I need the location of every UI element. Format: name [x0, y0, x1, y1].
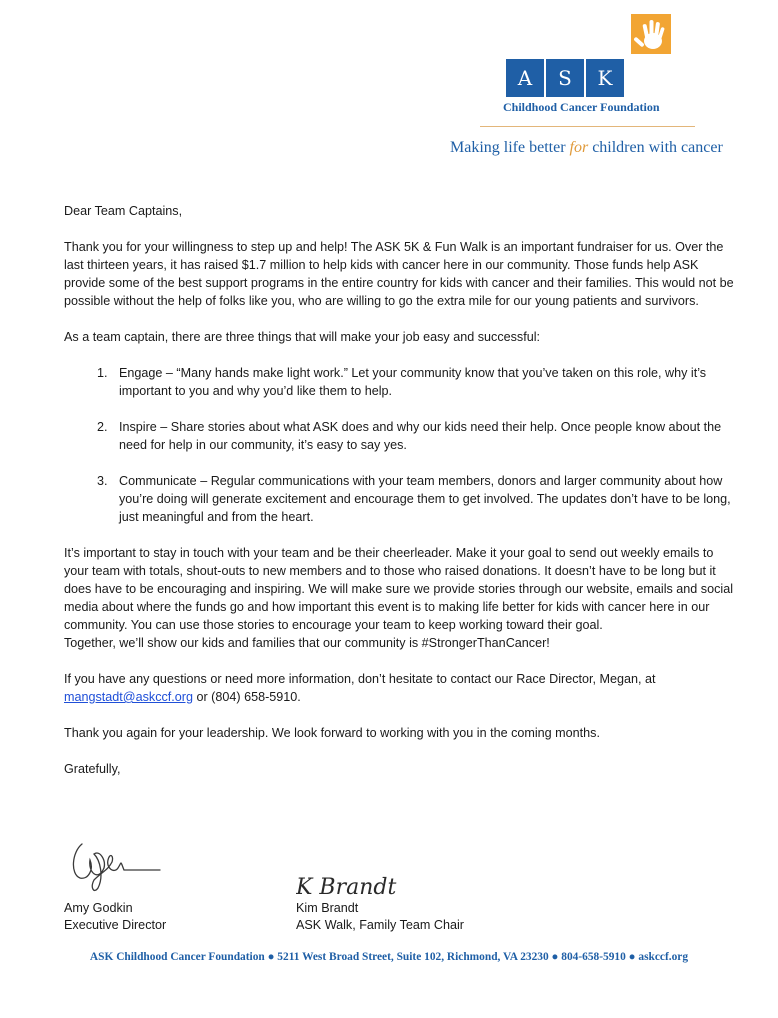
ask-logo-letter-k: K: [586, 59, 624, 97]
signature-amy-icon: [64, 830, 184, 900]
letter-body: [64, 202, 736, 778]
paragraph-thank-you: Thank you again for your leadership. We look forward to working with you in the coming months.: [64, 726, 600, 740]
paragraph-stay-in-touch: [64, 544, 736, 652]
captain-tips-list: [64, 364, 736, 526]
org-name: Childhood Cancer Foundation: [503, 100, 660, 114]
signature-kim: [296, 830, 556, 900]
paragraph-intro: Thank you for your willingness to step up and help! The ASK 5K & Fun Walk is an important fundraiser for us. Over the last thirteen years, it has raised $1.7 million to help kids with cancer here in our community. Those funds help ASK provide some of the best support programs in the entire country for kids with cancer and their families. This would not be possible without the help of folks like you, who are willing to go the extra mile for our young patients and survivors.: [64, 240, 734, 308]
signature-block-amy: [64, 830, 324, 934]
email-link[interactable]: mangstadt@askccf.org: [64, 690, 193, 704]
signatory-name-amy: Amy Godkin: [64, 901, 133, 915]
signatory-name-kim: Kim Brandt: [296, 901, 359, 915]
letterhead: [440, 8, 760, 168]
paragraph-contact: [64, 670, 736, 706]
hand-logo-icon: [631, 14, 671, 54]
letterhead-divider: [480, 126, 695, 127]
tagline: [450, 139, 723, 157]
footer-address: ASK Childhood Cancer Foundation ● 5211 West Broad Street, Suite 102, Richmond, VA 23230 ● 804-658-5910 ● askccf.org: [89, 951, 689, 963]
contact-phone: or (804) 658-5910.: [192, 690, 301, 704]
ask-logo-letter-a: A: [506, 59, 544, 97]
signature-kim-handwriting: K Brandt: [296, 875, 397, 900]
tagline-for: for: [569, 139, 589, 156]
tagline-before: Making life better: [450, 139, 570, 156]
signatory-title-amy: Executive Director: [64, 918, 167, 932]
paragraph-three-things: As a team captain, there are three things that will make your job easy and successful:: [64, 330, 541, 344]
list-item-engage: 1. Engage – “Many hands make light work.” Let your community know that you’ve taken on this role, why it’s important to you and why you’d like them to help.: [111, 364, 736, 400]
closing: Gratefully,: [64, 762, 121, 776]
signature-kim-icon: [296, 830, 436, 900]
paragraph-stronger-than-cancer: Together, we’ll show our kids and families that our community is #StrongerThanCancer!: [64, 636, 550, 650]
contact-text: If you have any questions or need more information, don’t hesitate to contact our Race Director, Megan, at: [64, 672, 656, 686]
greeting: Dear Team Captains,: [64, 204, 183, 218]
signature-amy: [64, 830, 324, 900]
tagline-after: children with cancer: [588, 139, 723, 156]
list-item-communicate: 3. Communicate – Regular communications with your team members, donors and larger community about how you’re doing will generate excitement and encourage them to get involved. The updates don’t have to be long, just meaningful and from the heart.: [111, 472, 736, 526]
ask-logo: [506, 59, 624, 97]
list-item-inspire: 2. Inspire – Share stories about what ASK does and why our kids need their help. Once people know about the need for help in our community, it’s easy to say yes.: [111, 418, 736, 454]
signature-block-kim: [296, 830, 556, 934]
ask-logo-letter-s: S: [546, 59, 584, 97]
paragraph-stay-in-touch-text: It’s important to stay in touch with your team and be their cheerleader. Make it your goal to send out weekly emails to your team with totals, shout-outs to new members and to those who raised donations. It doesn’t have to be long but it does have to be encouraging and inspiring. We will make sure we provide stories through our website, emails and social media about where the funds go and how important this event is to making life better for kids with cancer here in our community. You can use those stories to encourage your team to keep working toward their goal.: [64, 546, 733, 632]
signatory-title-kim: ASK Walk, Family Team Chair: [296, 918, 464, 932]
